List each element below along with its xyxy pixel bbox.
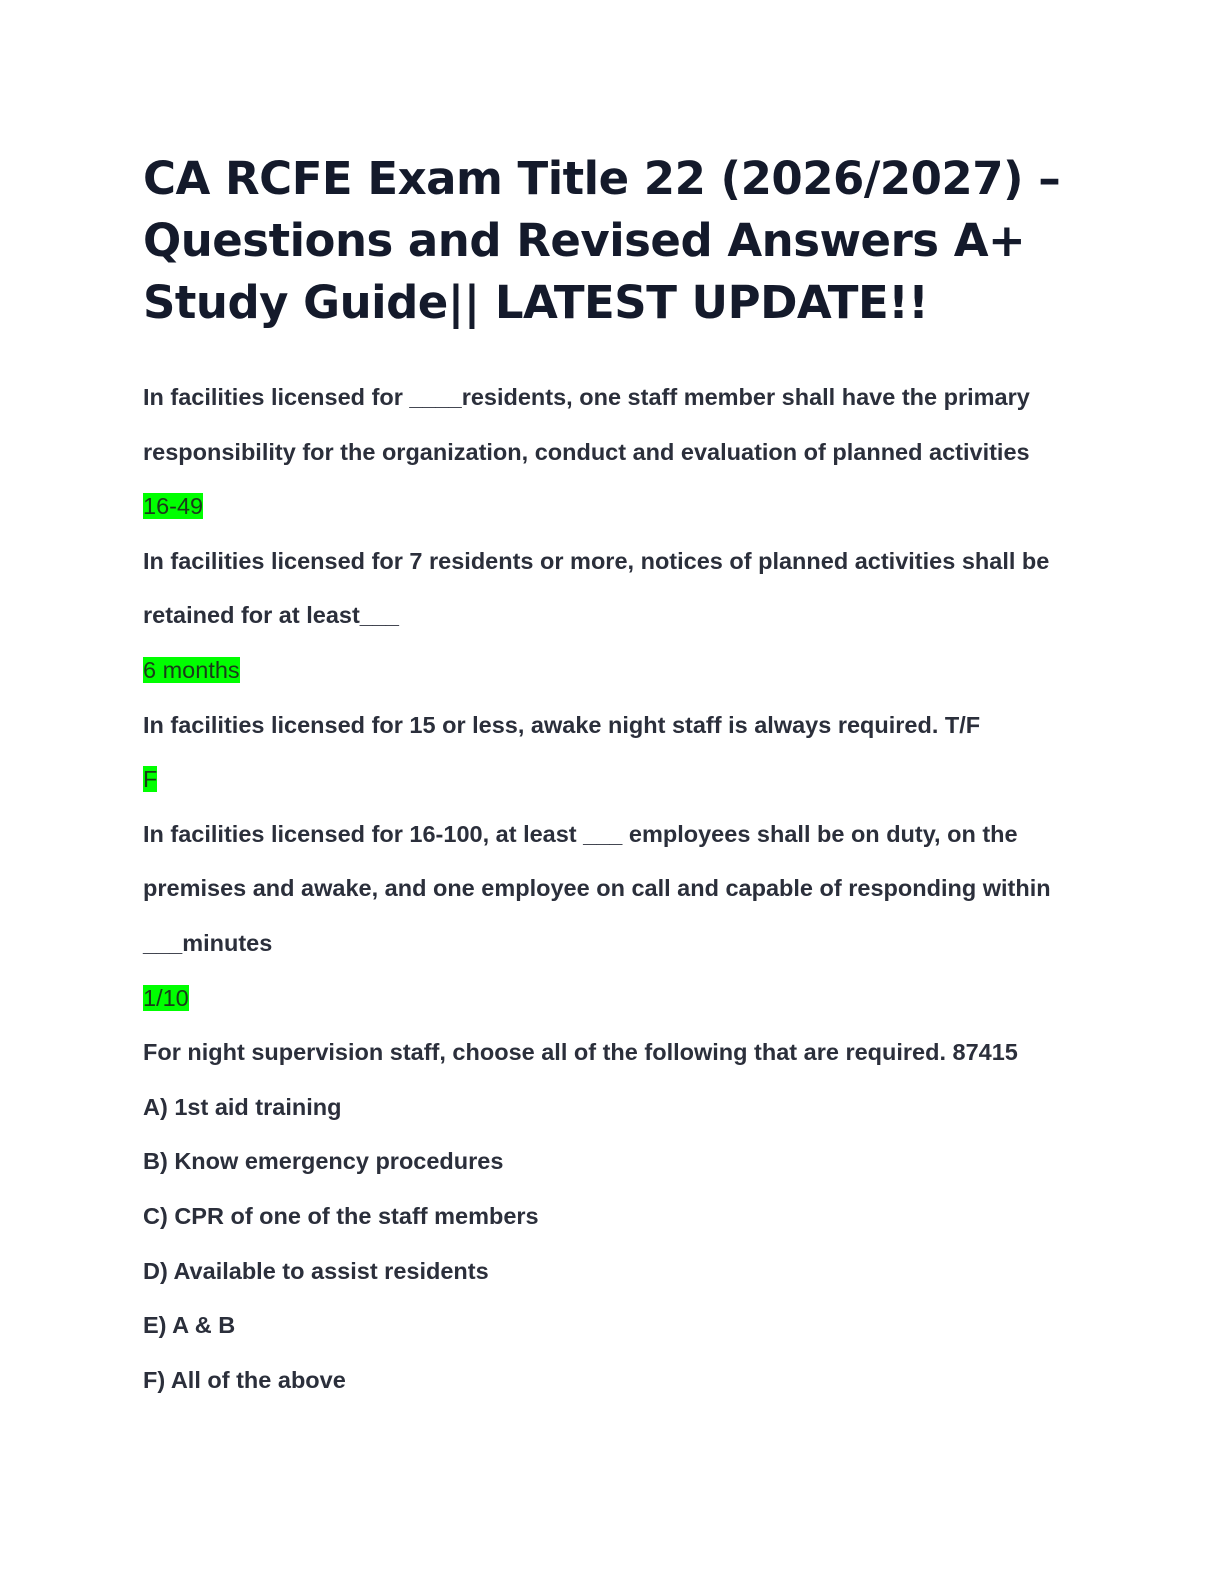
document-title: CA RCFE Exam Title 22 (2026/2027) – Questions and Revised Answers A+ Study Guide|| LATEST UPDATE!! <box>143 152 1061 329</box>
option-f: F) All of the above <box>143 1366 346 1393</box>
option-e: E) A & B <box>143 1312 236 1339</box>
option-c: C) CPR of one of the staff members <box>143 1202 539 1229</box>
answer-4 <box>143 971 1083 1026</box>
option-d: D) Available to assist residents <box>143 1257 489 1284</box>
question-5: For night supervision staff, choose all of the following that are required. 87415 <box>143 1039 1018 1066</box>
option-a: A) 1st aid training <box>143 1093 342 1120</box>
answer-highlight: 1/10 <box>143 984 189 1011</box>
answer-highlight: 6 months <box>143 656 240 683</box>
answer-highlight: F <box>143 766 158 793</box>
question-1: In facilities licensed for ____residents, one staff member shall have the primary responsibility for the organization, conduct and evaluation of planned activities <box>143 384 1030 465</box>
question-3: In facilities licensed for 15 or less, awake night staff is always required. T/F <box>143 711 981 738</box>
document-content <box>143 370 1083 1407</box>
question-2: In facilities licensed for 7 residents or more, notices of planned activities shall be retained for at least___ <box>143 547 1050 629</box>
question-4: In facilities licensed for 16-100, at least ___ employees shall be on duty, on the premises and awake, and one employee on call and capable of responding within ___minutes <box>143 820 1051 956</box>
answer-2 <box>143 643 1083 698</box>
answer-1 <box>143 479 1083 534</box>
answer-highlight: 16-49 <box>143 493 204 520</box>
document-page <box>143 148 1083 1407</box>
answer-3 <box>143 752 1083 807</box>
option-b: B) Know emergency procedures <box>143 1148 504 1175</box>
